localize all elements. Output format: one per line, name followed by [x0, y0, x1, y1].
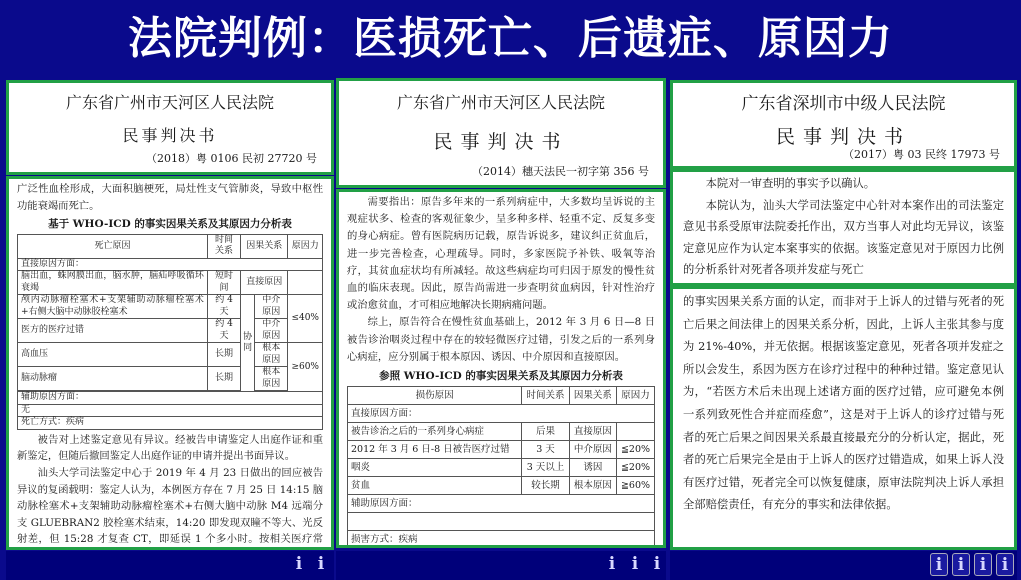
table-cell: 颅内动脉瘤栓塞术+支架辅助动脉瘤栓塞术+右侧大脑中动脉胶栓塞术 [18, 295, 208, 319]
table-header: 原因力 [288, 234, 323, 258]
table-cell: 短时间 [207, 271, 240, 295]
table-row: 无 [18, 404, 323, 417]
right-paragraph-3: 的事实因果关系方面的认定，而非对于上诉人的过错与死者的死亡后果之间法律上的因果关系分析，因此，上诉人主张其参与度为 21%-40%，并无依据。根据该鉴定意见，死者各项并发症之所以会发生，系因为医方在诊疗过程中的种种过错。鉴定意见认为，“若医方术后未出现上述诸方面的医疗过错，应可避免本例一系列致死性合并症而痊愈”，这是对于上诉人的诊疗过错与死者的死亡后果之间因果关系最直接最充分的分析认定，据此，死者的死亡后果完全是由于上诉人的医疗过错造成，如果上诉人没有医疗过错，死者完全可以恢复健康，原审法院判决上诉人承担全部赔偿责任，有充分的事实和法律依据。 [683, 295, 1004, 512]
right-paragraph-1: 本院对一审查明的事实予以确认。 [705, 177, 876, 190]
middle-body-card [336, 189, 666, 548]
table-row: 直接原因方面： [18, 258, 323, 271]
table-cell: 根本原因 [569, 477, 616, 495]
table-cell: 被告诊治之后的一系列身心病症 [348, 423, 522, 441]
table-cell: 贫血 [348, 477, 522, 495]
info-icon[interactable]: i [317, 554, 325, 574]
info-icon[interactable]: i [295, 554, 303, 574]
table-header: 死亡原因 [18, 234, 208, 258]
table-row: 直接原因方面： [348, 405, 655, 423]
info-icon[interactable]: i [608, 554, 616, 574]
table-row: 辅助原因方面： [18, 392, 323, 405]
table-cell [617, 423, 655, 441]
table-cell: 长期 [207, 343, 240, 367]
middle-court-name: 广东省广州市天河区人民法院 [396, 93, 605, 112]
left-body-card [6, 176, 334, 550]
right-body-card-1 [670, 169, 1017, 286]
right-header-card [670, 80, 1017, 169]
table-cell: ≦20% [617, 441, 655, 459]
table-header: 损伤原因 [348, 387, 522, 405]
middle-case-number: （2014）穗天法民一初字第 356 号 [472, 165, 649, 178]
right-doc-type: 民事判决书 [775, 126, 911, 148]
info-icon[interactable]: i [974, 553, 992, 576]
table-cell: 高血压 [18, 343, 208, 367]
table-header: 因果关系 [569, 387, 616, 405]
table-row: 辅助原因方面： [348, 495, 655, 513]
table-cell: 约 4 天 [207, 295, 240, 319]
info-icon[interactable]: i [930, 553, 948, 576]
table-cell: 3 天 [522, 441, 569, 459]
middle-paragraph-2: 综上，原告符合在慢性贫血基础上，2012 年 3 月 6 日—8 日被告诊治咽炎过程中存在的较轻微医疗过错，引发之后的一系列身心病症，应分别属于根本原因、诱因、中介原因和直接原因。 [347, 316, 655, 363]
info-icon[interactable]: i [996, 553, 1014, 576]
table-cell: 咽炎 [348, 459, 522, 477]
right-body-card-2 [670, 286, 1017, 550]
table-header: 因果关系 [241, 234, 288, 258]
info-icon[interactable]: i [631, 554, 639, 574]
middle-paragraph-1: 需要指出：原告多年来的一系列病症中，大多数均呈诉说的主观症状多、检查的客观征象少，呈多种多样、轻重不定、反复多变的身心病症。曾有医院病历记载，原告诉说多，建议纠正贫血后，进一步完善检查，心理疏导。同时，多家医院予补铁、吸氧等治疗，其贫血症状均有所减轻。故这些病症均可归因于原发的慢性贫血的临床表现。因此，原告尚需进一步查明贫血病因，针对性治疗或治愈贫血，才可相应地解决长期病痛问题。 [347, 196, 655, 312]
right-court-name: 广东省深圳市中级人民法院 [741, 94, 946, 114]
table-cell: ≤40% [288, 295, 323, 343]
table-cell: 中介原因 [569, 441, 616, 459]
middle-doc-type: 民事判决书 [433, 131, 569, 153]
left-header-card [6, 80, 334, 175]
left-intro: 广泛性血栓形成，大面积脑梗死，局灶性支气管肺炎，导致中枢性功能衰竭而死亡。 [17, 183, 323, 212]
info-icon[interactable]: i [653, 554, 661, 574]
table-cell: 3 天以上 [522, 459, 569, 477]
left-case-number: （2018）粤 0106 民初 27720 号 [146, 152, 317, 165]
table-cell: 直接原因 [241, 271, 288, 295]
middle-cause-table [347, 386, 655, 548]
table-cell: 根本原因 [255, 367, 288, 391]
left-doc-type: 民事判决书 [122, 126, 218, 145]
table-cell: 2012 年 3 月 6 日-8 日被告医疗过错 [348, 441, 522, 459]
table-cell: ≥60% [288, 343, 323, 392]
table-cell: 直接原因 [569, 423, 616, 441]
middle-table-title: 参照 WHO-ICD 的事实因果关系及其原因力分析表 [379, 370, 623, 383]
table-header: 时间关系 [522, 387, 569, 405]
table-cell: ≧60% [617, 477, 655, 495]
table-cell: 长期 [207, 367, 240, 391]
right-case-number: （2017）粤 03 民终 17973 号 [843, 148, 1000, 161]
left-paragraph-2: 汕头大学司法鉴定中心于 2019 年 4 月 23 日做出的回应被告异议的复函载明：鉴定人认为，本例医方存在 7 月 25 日 14:15 脑动脉栓塞术+支架辅助动脉瘤栓塞术+右侧大脑中动脉 M4 远端分支 GLUEBRAN2 胶栓塞术结束，14:20 即发现双瞳不等大、光反射差，但 15:28 才复查 CT，即延误 1 个多小时。按相关医疗常 [17, 466, 323, 546]
left-cause-table [17, 234, 323, 430]
left-footer-bar [6, 551, 334, 580]
table-cell [288, 271, 323, 295]
middle-header-card [336, 78, 666, 188]
table-cell: 约 4 天 [207, 319, 240, 343]
table-cell: 中介原因 [255, 319, 288, 343]
left-court-name: 广东省广州市天河区人民法院 [65, 93, 274, 112]
page-title: 法院判例：医损死亡、后遗症、原因力 [0, 0, 1021, 78]
table-cell: 根本原因 [255, 343, 288, 367]
table-row: 死亡方式：疾病 [18, 417, 323, 430]
left-paragraph-1: 被告对上述鉴定意见有异议。经被告申请鉴定人出庭作证和重新鉴定，但随后撤回鉴定人出庭作证的申请并提出书面异议。 [17, 433, 323, 463]
table-header: 原因力 [617, 387, 655, 405]
table-cell: 中介原因 [255, 295, 288, 319]
left-table-title: 基于 WHO-ICD 的事实因果关系及其原因力分析表 [48, 218, 292, 231]
table-header: 时间关系 [207, 234, 240, 258]
table-row: 损害方式：疾病 [348, 531, 655, 548]
table-cell: 较长期 [522, 477, 569, 495]
info-icon[interactable]: i [952, 553, 970, 576]
table-cell: 脑出血，蛛网膜出血，脑水肿，脑疝呼吸循环衰竭 [18, 271, 208, 295]
table-cell: 脑动脉瘤 [18, 367, 208, 391]
table-cell: 医方的医疗过错 [18, 319, 208, 343]
table-row [348, 513, 655, 531]
right-paragraph-2: 本院认为，汕头大学司法鉴定中心针对本案作出的司法鉴定意见书系受原审法院委托作出，双方当事人对此均无异议，该鉴定意见应作为认定本案事实的依据。该鉴定意见对于原因力比例的分析系针对死者各项并发症与死亡 [683, 198, 1004, 276]
table-cell: 协同 [241, 295, 255, 392]
table-cell: 诱因 [569, 459, 616, 477]
table-cell: ≦20% [617, 459, 655, 477]
table-cell: 后果 [522, 423, 569, 441]
